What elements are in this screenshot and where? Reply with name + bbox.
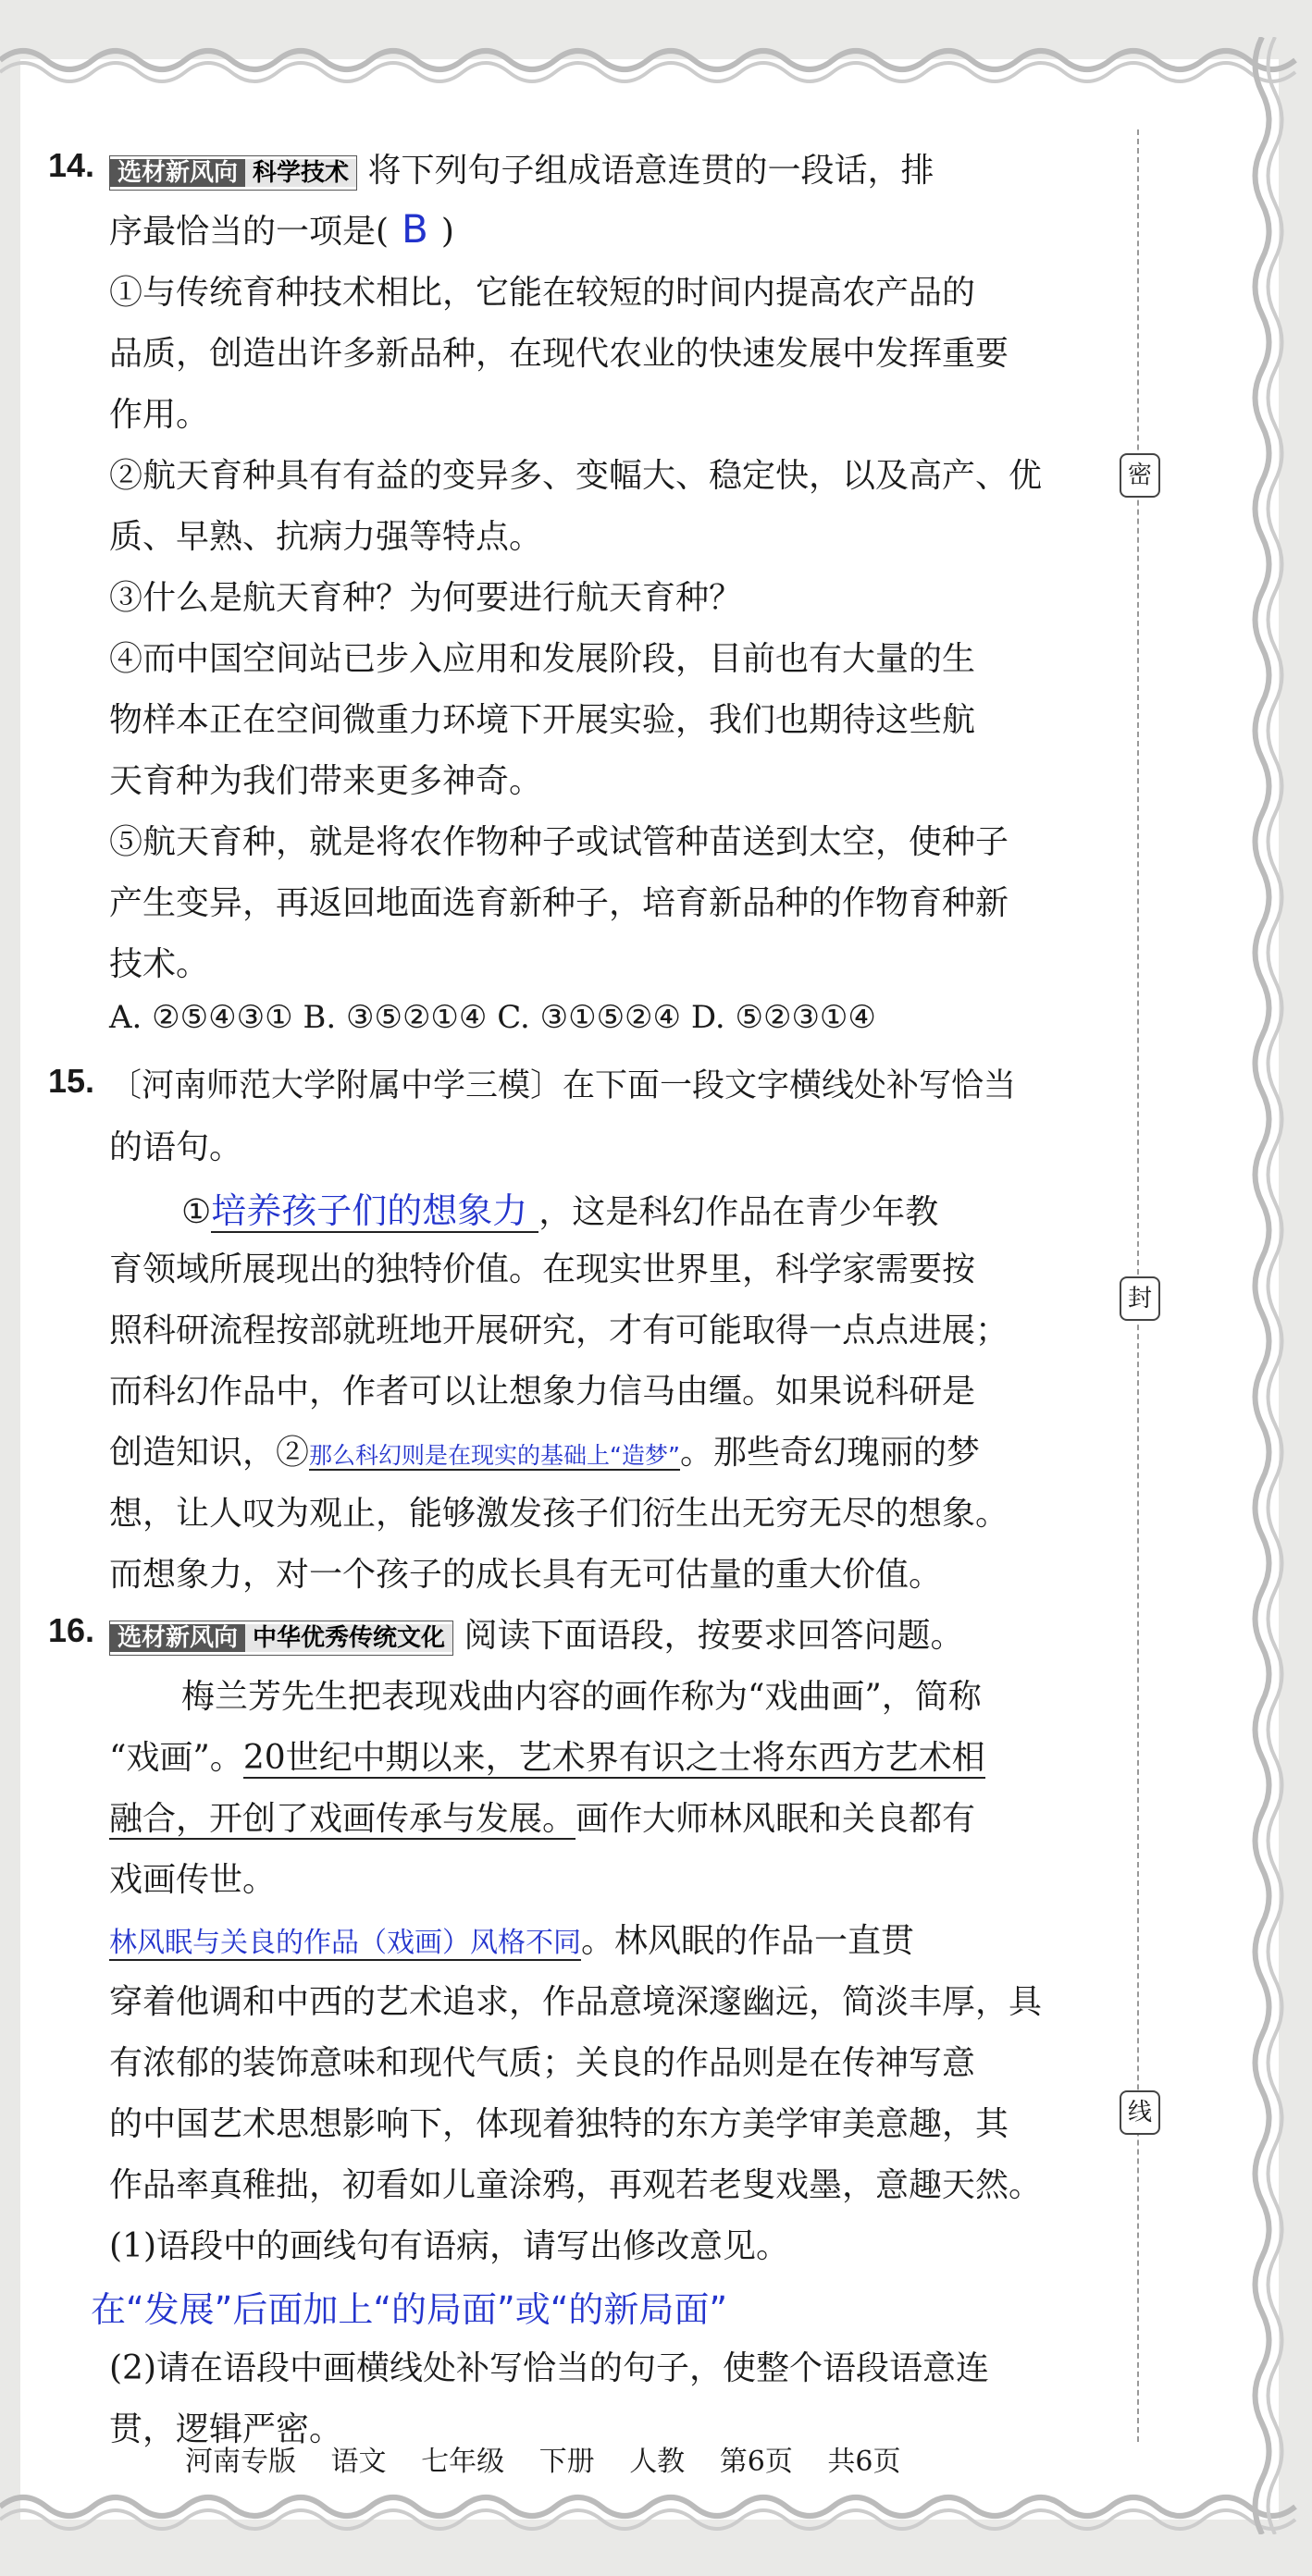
q16-p1a: 梅兰芳先生把表现戏曲内容的画作称为“戏曲画”，简称 [181, 1678, 982, 1716]
q16-answer-sub1: 在“发展”后面加上“的局面”或“的新局面” [91, 2289, 728, 2330]
q14-s1a: ①与传统育种技术相比，它能在较短的时间内提高农产品的 [109, 274, 976, 312]
q15-answer2: 那么科幻则是在现实的基础上“造梦” [309, 1442, 680, 1469]
q15-line3: 照科研流程按部就班地开展研究，才有可能取得一点点进展； [109, 1312, 1009, 1350]
q16-p2e: 作品率真稚拙，初看如儿童涂鸦，再观若老叟戏墨，意趣天然。 [109, 2166, 1043, 2204]
q16-p1d: 戏画传世。 [109, 1861, 277, 1899]
q15-line1: ①培养孩子们的想象力 ，这是科幻作品在青少年教 [181, 1190, 939, 1231]
q14-number: 14. [48, 146, 95, 184]
q14-s4b: 物样本正在空间微重力环境下开展实验，我们也期待这些航 [109, 701, 976, 739]
wavy-border-top [0, 28, 1312, 92]
q14-options: A. ②⑤④③① B. ③⑤②①④ C. ③①⑤②④ D. ⑤②③①④ [109, 999, 876, 1036]
q16-p2b: 穿着他调和中西的艺术追求，作品意境深邃幽远，简淡丰厚，具 [109, 1983, 1043, 2021]
wavy-border-bottom [0, 2479, 1312, 2544]
q14-s1c: 作用。 [109, 396, 210, 434]
footer-region: 河南专版 [185, 2446, 296, 2478]
q15-line2: 育领域所展现出的独特价值。在现实世界里，科学家需要按 [109, 1251, 976, 1288]
q15-line5: 创造知识，②那么科幻则是在现实的基础上“造梦”。那些奇幻瑰丽的梦 [109, 1434, 980, 1472]
seal-label-mi: 密 [1120, 453, 1160, 498]
q15-answer1: 培养孩子们的想象力 [211, 1190, 538, 1233]
footer-subject: 语文 [330, 2446, 387, 2478]
q16-sub2b: 贯，逻辑严密。 [109, 2410, 343, 2448]
q14-tag: 选材新风向 科学技术 [109, 155, 357, 191]
q14-stem1: 将下列句子组成语意连贯的一段话，排 [367, 152, 934, 190]
footer-total: 共6页 [827, 2446, 901, 2478]
q16-p2d: 的中国艺术思想影响下，体现着独特的东方美学审美意趣，其 [109, 2105, 1009, 2143]
footer-volume: 下册 [538, 2446, 595, 2478]
q16-p1c: 融合，开创了戏画传承与发展。画作大师林风眠和关良都有 [109, 1800, 976, 1838]
q14-stem-line1 [109, 144, 934, 191]
q14-stem-line2: 序最恰当的一项是( B ) [109, 206, 454, 252]
q15-line7: 而想象力，对一个孩子的成长具有无可估量的重大价值。 [109, 1556, 943, 1594]
footer-grade: 七年级 [421, 2446, 505, 2478]
q16-stem: 阅读下面语段，按要求回答问题。 [464, 1617, 964, 1655]
seal-label-xian: 线 [1120, 2090, 1160, 2135]
q15-number: 15. [48, 1062, 95, 1100]
q16-stem-line [109, 1609, 964, 1657]
q14-s5b: 产生变异，再返回地面选育新种子，培育新品种的作物育种新 [109, 884, 1009, 922]
q16-p1b: “戏画”。20世纪中期以来，艺术界有识之士将东西方艺术相 [109, 1739, 985, 1777]
q16-p2c: 有浓郁的装饰意味和现代气质；关良的作品则是在传神写意 [109, 2044, 976, 2082]
q14-s3: ③什么是航天育种？为何要进行航天育种？ [109, 579, 743, 617]
q16-sub1: (1)语段中的画线句有语病，请写出修改意见。 [109, 2227, 789, 2265]
q16-underlined-sentence-a: 20世纪中期以来，艺术界有识之士将东西方艺术相 [242, 1739, 985, 1777]
q14-s4a: ④而中国空间站已步入应用和发展阶段，目前也有大量的生 [109, 640, 976, 678]
q14-s1b: 品质，创造出许多新品种，在现代农业的快速发展中发挥重要 [109, 335, 1009, 373]
q15-line4: 而科幻作品中，作者可以让想象力信马由缰。如果说科研是 [109, 1373, 976, 1411]
q14-s2b: 质、早熟、抗病力强等特点。 [109, 518, 543, 556]
q15-line6: 想，让人叹为观止，能够激发孩子们衍生出无穷无尽的想象。 [109, 1495, 1009, 1533]
q16-number: 16. [48, 1611, 95, 1649]
seal-label-feng: 封 [1120, 1276, 1160, 1321]
q16-p2a: 林风眠与关良的作品（戏画）风格不同。林风眠的作品一直贯 [109, 1922, 915, 1960]
q16-underlined-sentence-b: 融合，开创了戏画传承与发展。 [109, 1800, 576, 1838]
page-footer [185, 2438, 926, 2479]
q14-s4c: 天育种为我们带来更多神奇。 [109, 762, 543, 800]
q14-s2a: ②航天育种具有有益的变异多、变幅大、稳定快，以及高产、优 [109, 457, 1043, 495]
q16-sub2a: (2)请在语段中画横线处补写恰当的句子，使整个语段语意连 [109, 2349, 989, 2387]
q14-s5c: 技术。 [109, 945, 210, 983]
q16-tag: 选材新风向 中华优秀传统文化 [109, 1621, 453, 1656]
q15-stem2: 的语句。 [109, 1128, 243, 1166]
q16-answer-blank: 林风眠与关良的作品（戏画）风格不同 [109, 1927, 581, 1959]
footer-publisher: 人教 [629, 2446, 686, 2478]
wavy-border-right [1244, 37, 1299, 2534]
q14-answer: B [402, 206, 428, 252]
q15-stem1: 〔河南师范大学附属中学三模〕在下面一段文字横线处补写恰当 [109, 1067, 1017, 1104]
footer-page: 第6页 [719, 2446, 793, 2478]
q14-s5a: ⑤航天育种，就是将农作物种子或试管种苗送到太空，使种子 [109, 823, 1009, 861]
